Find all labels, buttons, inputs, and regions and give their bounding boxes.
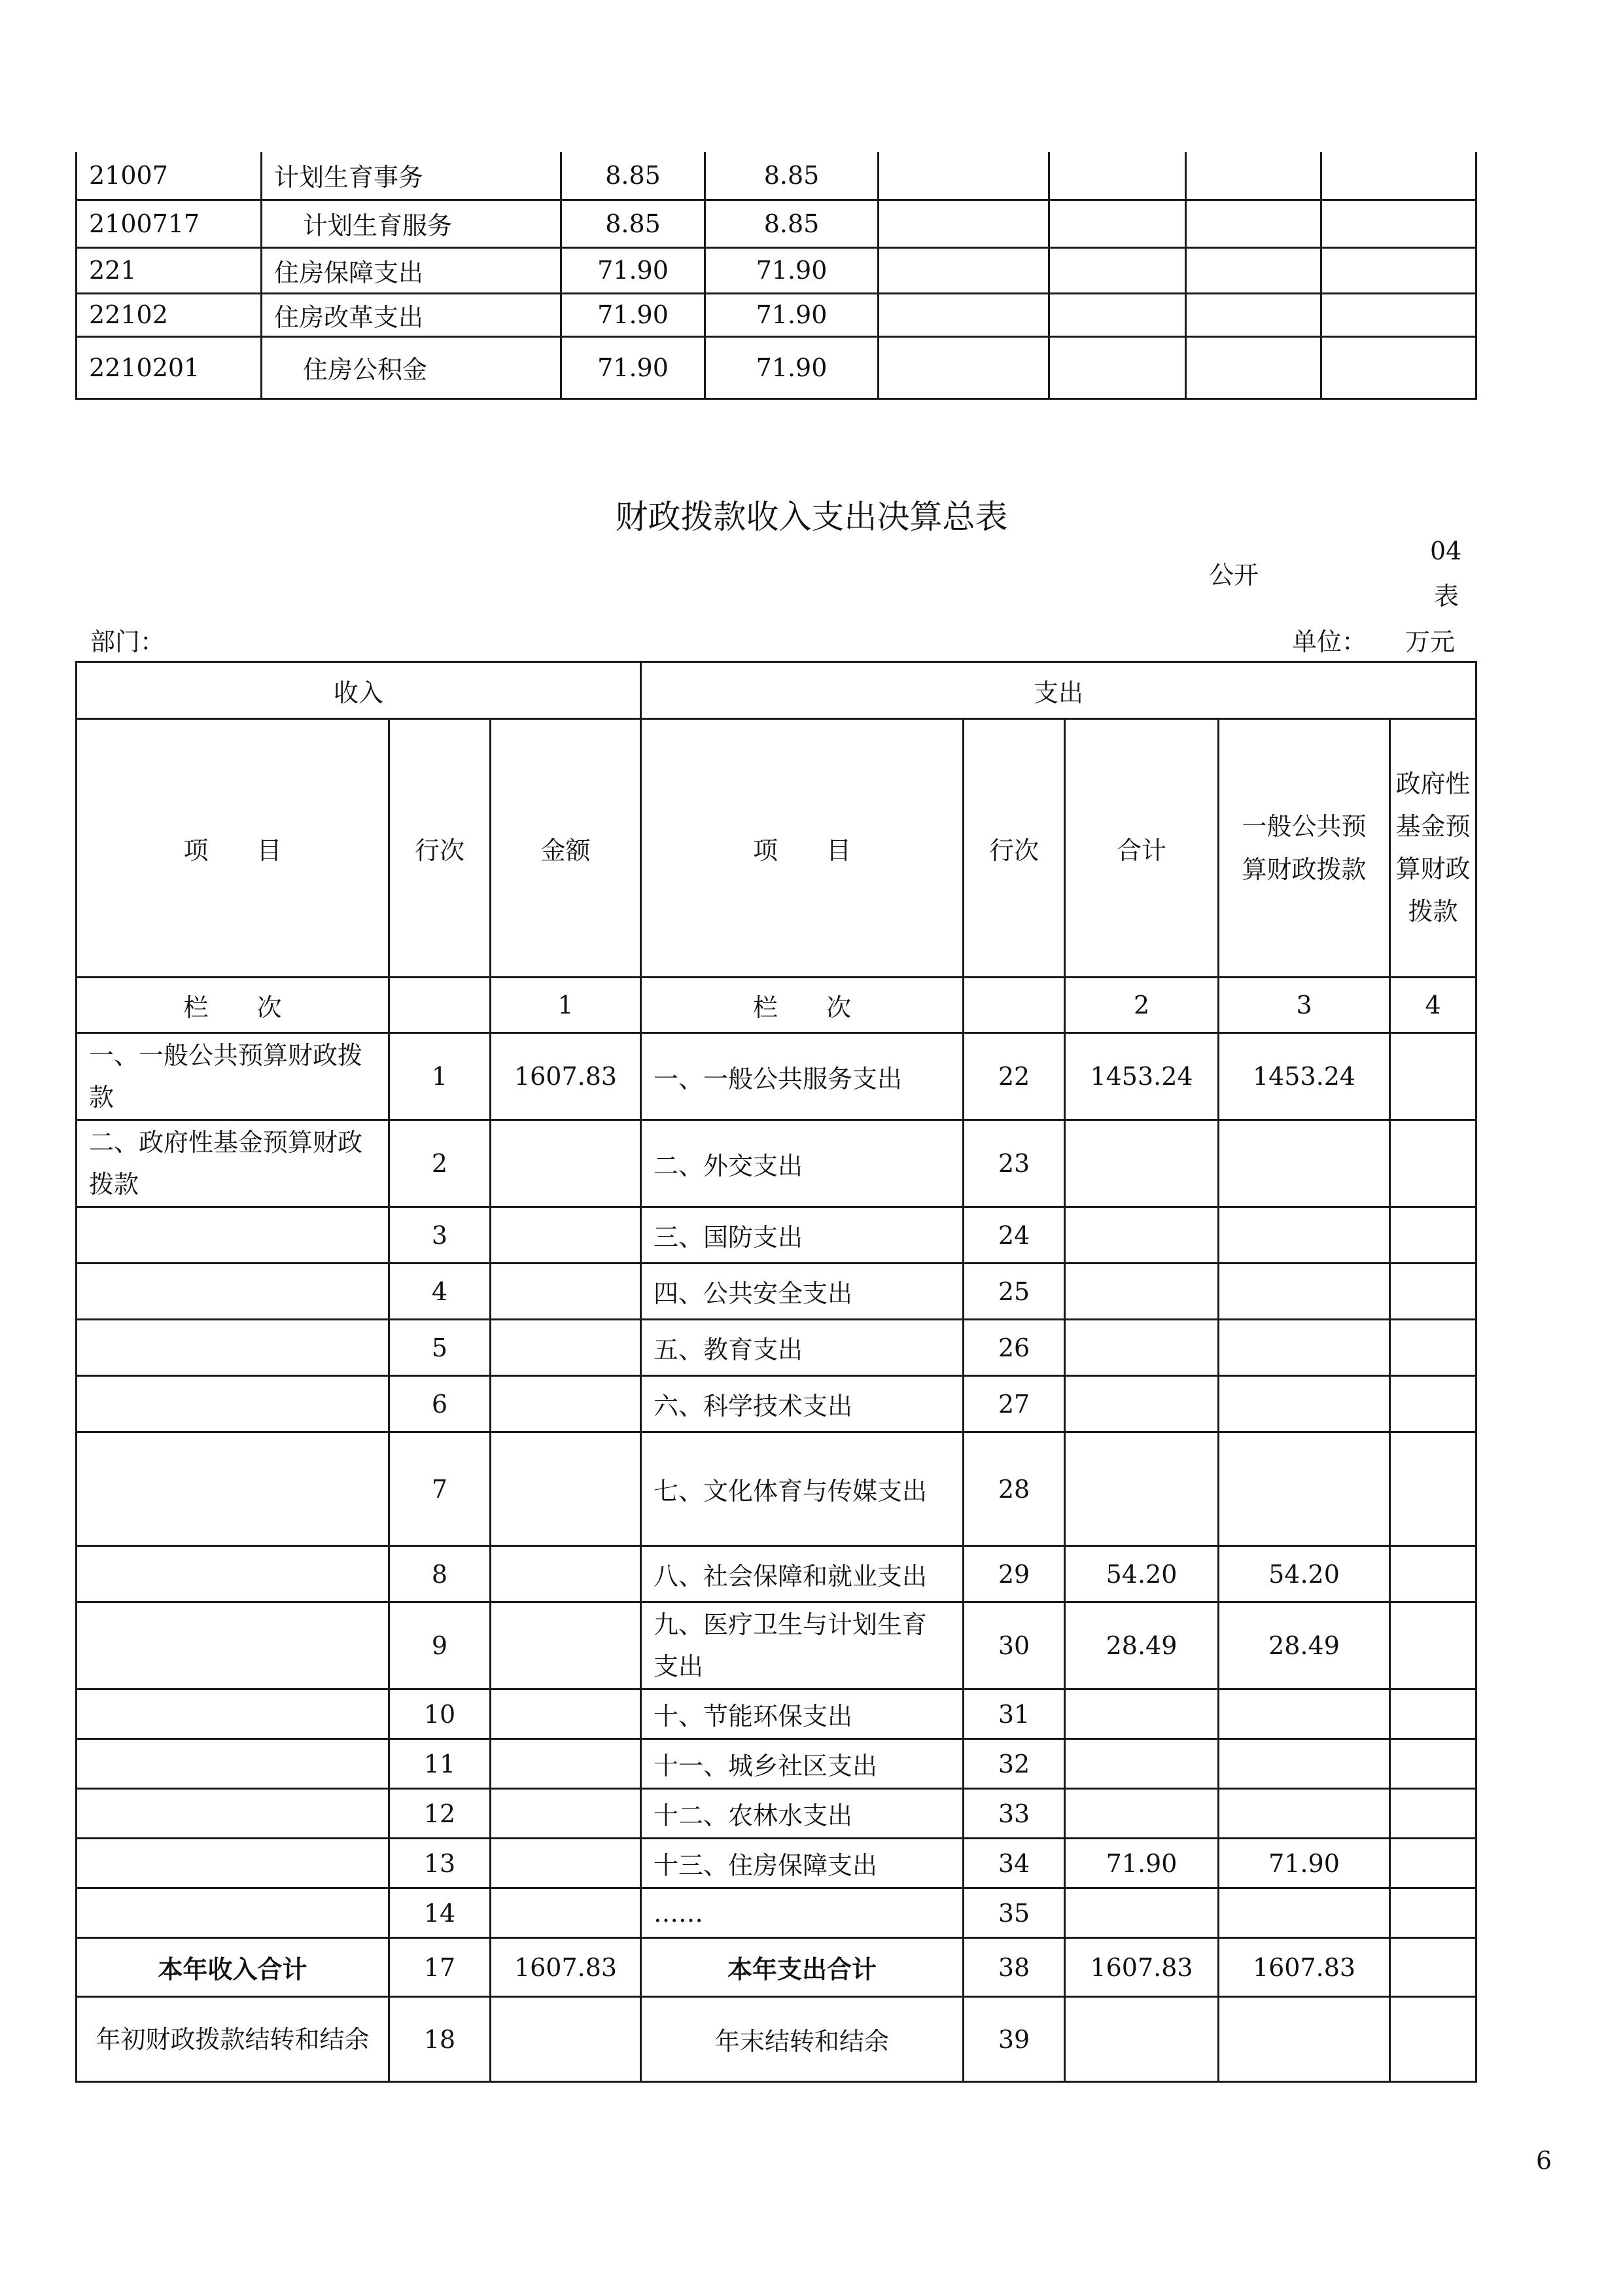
income-amount <box>491 1432 641 1546</box>
amount-cell: 71.90 <box>705 293 879 336</box>
expense-general <box>1219 1207 1390 1263</box>
department-label: 部门： <box>90 627 166 656</box>
expense-total: 1607.83 <box>1065 1938 1219 1997</box>
expense-item: …… <box>641 1888 964 1938</box>
column-label: 栏 次 <box>641 978 964 1033</box>
expense-total <box>1065 1997 1219 2082</box>
total-header: 合计 <box>1065 719 1219 978</box>
income-row-no: 1 <box>389 1033 491 1120</box>
expense-row-no-header: 行次 <box>964 719 1065 978</box>
empty-cell <box>1186 247 1321 293</box>
empty-cell <box>879 152 1049 200</box>
expense-general <box>1219 1376 1390 1432</box>
income-row-no-header: 行次 <box>389 719 491 978</box>
income-header: 收入 <box>77 662 641 719</box>
table-row <box>77 1739 1476 1789</box>
income-row-no: 2 <box>389 1120 491 1207</box>
income-row-no: 4 <box>389 1263 491 1320</box>
income-row-no: 10 <box>389 1689 491 1739</box>
income-row-no: 18 <box>389 1997 491 2082</box>
unit-value: 万元 <box>1405 627 1456 656</box>
column-label: 栏 次 <box>77 978 389 1033</box>
expense-item: 七、文化体育与传媒支出 <box>641 1432 964 1546</box>
opening-balance-label: 年初财政拨款结转和结余 <box>77 1997 389 2082</box>
income-amount <box>491 1546 641 1602</box>
income-amount <box>491 1376 641 1432</box>
empty-cell <box>389 978 491 1033</box>
public-label: 公开 <box>1209 561 1259 590</box>
expense-total: 1453.24 <box>1065 1033 1219 1120</box>
expense-total <box>1065 1432 1219 1546</box>
expense-general <box>1219 1739 1390 1789</box>
empty-cell <box>879 293 1049 336</box>
expense-general <box>1219 1320 1390 1376</box>
expense-item: 二、外交支出 <box>641 1120 964 1207</box>
income-amount <box>491 1839 641 1888</box>
income-item <box>77 1546 389 1602</box>
empty-cell <box>1321 152 1476 200</box>
table-row <box>77 1120 1476 1207</box>
empty-cell <box>1049 152 1186 200</box>
expense-general: 28.49 <box>1219 1602 1390 1689</box>
expense-total <box>1065 1789 1219 1839</box>
expense-total <box>1065 1376 1219 1432</box>
amount-cell: 8.85 <box>561 200 705 247</box>
amount-cell: 71.90 <box>561 247 705 293</box>
empty-cell <box>1049 336 1186 398</box>
table-row <box>77 1546 1476 1602</box>
balance-row <box>77 1997 1476 2082</box>
table-row <box>77 1839 1476 1888</box>
expense-fund <box>1390 1120 1476 1207</box>
empty-cell <box>1049 293 1186 336</box>
expense-total <box>1065 1689 1219 1739</box>
table-row <box>77 1888 1476 1938</box>
expense-item: 五、教育支出 <box>641 1320 964 1376</box>
income-amount <box>491 1789 641 1839</box>
income-amount <box>491 1207 641 1263</box>
expense-fund <box>1390 1376 1476 1432</box>
income-row-no: 14 <box>389 1888 491 1938</box>
income-item: 二、政府性基金预算财政拨款 <box>77 1120 389 1207</box>
empty-cell <box>1186 293 1321 336</box>
expense-row-no: 23 <box>964 1120 1065 1207</box>
expense-general <box>1219 1997 1390 2082</box>
gov-fund-header: 政府性基金预算财政拨款 <box>1390 719 1476 978</box>
expense-item: 六、科学技术支出 <box>641 1376 964 1432</box>
amount-cell: 8.85 <box>561 152 705 200</box>
expense-item-header: 项 目 <box>641 719 964 978</box>
expense-general <box>1219 1888 1390 1938</box>
empty-cell <box>1049 200 1186 247</box>
expense-total <box>1065 1263 1219 1320</box>
expense-total-label: 本年支出合计 <box>641 1938 964 1997</box>
expense-fund <box>1390 1689 1476 1739</box>
table-row <box>77 1207 1476 1263</box>
expense-fund <box>1390 1320 1476 1376</box>
income-item <box>77 1432 389 1546</box>
expense-item: 九、医疗卫生与计划生育支出 <box>641 1602 964 1689</box>
income-row-no: 7 <box>389 1432 491 1546</box>
expense-fund <box>1390 1938 1476 1997</box>
income-amount <box>491 1739 641 1789</box>
table-row <box>77 1602 1476 1689</box>
column-number: 1 <box>491 978 641 1033</box>
expense-general: 71.90 <box>1219 1839 1390 1888</box>
expense-row-no: 38 <box>964 1938 1065 1997</box>
expense-row-no: 32 <box>964 1739 1065 1789</box>
closing-balance-label: 年末结转和结余 <box>641 1997 964 2082</box>
account-name: 住房改革支出 <box>262 293 561 336</box>
expense-row-no: 27 <box>964 1376 1065 1432</box>
income-item <box>77 1789 389 1839</box>
unit-label: 单位： <box>1292 627 1367 656</box>
income-row-no: 5 <box>389 1320 491 1376</box>
expense-item: 八、社会保障和就业支出 <box>641 1546 964 1602</box>
income-item <box>77 1888 389 1938</box>
table-row <box>77 1789 1476 1839</box>
column-header-row <box>77 719 1476 978</box>
empty-cell <box>1321 200 1476 247</box>
expense-row-no: 29 <box>964 1546 1065 1602</box>
expense-row-no: 35 <box>964 1888 1065 1938</box>
expense-fund <box>1390 1739 1476 1789</box>
expense-general: 1453.24 <box>1219 1033 1390 1120</box>
empty-cell <box>1321 293 1476 336</box>
income-row-no: 11 <box>389 1739 491 1789</box>
income-amount <box>491 1320 641 1376</box>
expense-general <box>1219 1432 1390 1546</box>
expense-fund <box>1390 1888 1476 1938</box>
table-row <box>77 200 1476 247</box>
table-row <box>77 1376 1476 1432</box>
income-amount <box>491 1602 641 1689</box>
income-item <box>77 1739 389 1789</box>
income-item <box>77 1376 389 1432</box>
income-row-no: 8 <box>389 1546 491 1602</box>
expense-item: 三、国防支出 <box>641 1207 964 1263</box>
empty-cell <box>879 200 1049 247</box>
amount-cell: 8.85 <box>705 200 879 247</box>
empty-cell <box>1321 336 1476 398</box>
column-number: 3 <box>1219 978 1390 1033</box>
empty-cell <box>879 247 1049 293</box>
expense-fund <box>1390 1997 1476 2082</box>
expense-total: 28.49 <box>1065 1602 1219 1689</box>
expense-row-no: 33 <box>964 1789 1065 1839</box>
table-row <box>77 1432 1476 1546</box>
expense-fund <box>1390 1207 1476 1263</box>
income-item: 一、一般公共预算财政拨款 <box>77 1033 389 1120</box>
empty-cell <box>1186 200 1321 247</box>
income-item <box>77 1263 389 1320</box>
account-code: 2210201 <box>77 336 262 398</box>
column-number: 4 <box>1390 978 1476 1033</box>
expense-row-no: 28 <box>964 1432 1065 1546</box>
column-label-row <box>77 978 1476 1033</box>
account-name: 计划生育服务 <box>262 200 561 247</box>
expense-general <box>1219 1120 1390 1207</box>
expense-total <box>1065 1120 1219 1207</box>
amount-cell: 71.90 <box>705 247 879 293</box>
expense-row-no: 26 <box>964 1320 1065 1376</box>
page-number: 6 <box>1536 2146 1552 2175</box>
account-code: 22102 <box>77 293 262 336</box>
empty-cell <box>879 336 1049 398</box>
income-row-no: 13 <box>389 1839 491 1888</box>
expense-fund <box>1390 1839 1476 1888</box>
page-title: 财政拨款收入支出决算总表 <box>615 498 1008 536</box>
income-row-no: 9 <box>389 1602 491 1689</box>
table-row <box>77 1689 1476 1739</box>
income-row-no: 17 <box>389 1938 491 1997</box>
expense-header: 支出 <box>641 662 1476 719</box>
amount-cell: 71.90 <box>561 293 705 336</box>
form-suffix: 表 <box>1434 582 1459 610</box>
income-total-label: 本年收入合计 <box>77 1938 389 1997</box>
income-amount <box>491 1689 641 1739</box>
expense-general <box>1219 1263 1390 1320</box>
continuation-table <box>75 152 1477 400</box>
expense-total <box>1065 1739 1219 1789</box>
empty-cell <box>1049 247 1186 293</box>
table-row <box>77 152 1476 200</box>
income-amount <box>491 1120 641 1207</box>
amount-cell: 8.85 <box>705 152 879 200</box>
table-row <box>77 1320 1476 1376</box>
expense-fund <box>1390 1602 1476 1689</box>
expense-fund <box>1390 1263 1476 1320</box>
empty-cell <box>1186 152 1321 200</box>
income-item <box>77 1602 389 1689</box>
expense-item: 四、公共安全支出 <box>641 1263 964 1320</box>
table-row <box>77 293 1476 336</box>
income-row-no: 12 <box>389 1789 491 1839</box>
expense-row-no: 39 <box>964 1997 1065 2082</box>
expense-total <box>1065 1207 1219 1263</box>
expense-row-no: 31 <box>964 1689 1065 1739</box>
account-name: 住房公积金 <box>262 336 561 398</box>
expense-item: 十、节能环保支出 <box>641 1689 964 1739</box>
income-item <box>77 1689 389 1739</box>
expense-row-no: 25 <box>964 1263 1065 1320</box>
expense-row-no: 34 <box>964 1839 1065 1888</box>
account-name: 计划生育事务 <box>262 152 561 200</box>
expense-general: 1607.83 <box>1219 1938 1390 1997</box>
income-amount <box>491 1263 641 1320</box>
expense-row-no: 22 <box>964 1033 1065 1120</box>
general-budget-header: 一般公共预算财政拨款 <box>1219 719 1390 978</box>
amount-cell: 71.90 <box>561 336 705 398</box>
expense-fund <box>1390 1432 1476 1546</box>
income-amount <box>491 1997 641 2082</box>
expense-general: 54.20 <box>1219 1546 1390 1602</box>
table-row <box>77 247 1476 293</box>
expense-fund <box>1390 1033 1476 1120</box>
expense-fund <box>1390 1546 1476 1602</box>
account-name: 住房保障支出 <box>262 247 561 293</box>
income-item-header: 项 目 <box>77 719 389 978</box>
expense-row-no: 30 <box>964 1602 1065 1689</box>
appropriation-summary-table <box>75 661 1477 2083</box>
account-code: 2100717 <box>77 200 262 247</box>
expense-total <box>1065 1320 1219 1376</box>
income-row-no: 6 <box>389 1376 491 1432</box>
expense-total: 54.20 <box>1065 1546 1219 1602</box>
income-item <box>77 1207 389 1263</box>
header-row <box>77 662 1476 719</box>
expense-total <box>1065 1888 1219 1938</box>
table-row <box>77 1033 1476 1120</box>
expense-fund <box>1390 1789 1476 1839</box>
amount-cell: 71.90 <box>705 336 879 398</box>
empty-cell <box>964 978 1065 1033</box>
expense-item: 一、一般公共服务支出 <box>641 1033 964 1120</box>
expense-general <box>1219 1789 1390 1839</box>
income-row-no: 3 <box>389 1207 491 1263</box>
income-amount: 1607.83 <box>491 1033 641 1120</box>
expense-item: 十二、农林水支出 <box>641 1789 964 1839</box>
expense-item: 十三、住房保障支出 <box>641 1839 964 1888</box>
amount-header: 金额 <box>491 719 641 978</box>
empty-cell <box>1186 336 1321 398</box>
form-number: 04 <box>1430 537 1462 565</box>
income-amount <box>491 1888 641 1938</box>
expense-row-no: 24 <box>964 1207 1065 1263</box>
total-row <box>77 1938 1476 1997</box>
income-item <box>77 1839 389 1888</box>
expense-item: 十一、城乡社区支出 <box>641 1739 964 1789</box>
empty-cell <box>1321 247 1476 293</box>
account-code: 221 <box>77 247 262 293</box>
expense-total: 71.90 <box>1065 1839 1219 1888</box>
table-row <box>77 1263 1476 1320</box>
income-item <box>77 1320 389 1376</box>
table-row <box>77 336 1476 398</box>
account-code: 21007 <box>77 152 262 200</box>
income-total-amount: 1607.83 <box>491 1938 641 1997</box>
column-number: 2 <box>1065 978 1219 1033</box>
expense-general <box>1219 1689 1390 1739</box>
